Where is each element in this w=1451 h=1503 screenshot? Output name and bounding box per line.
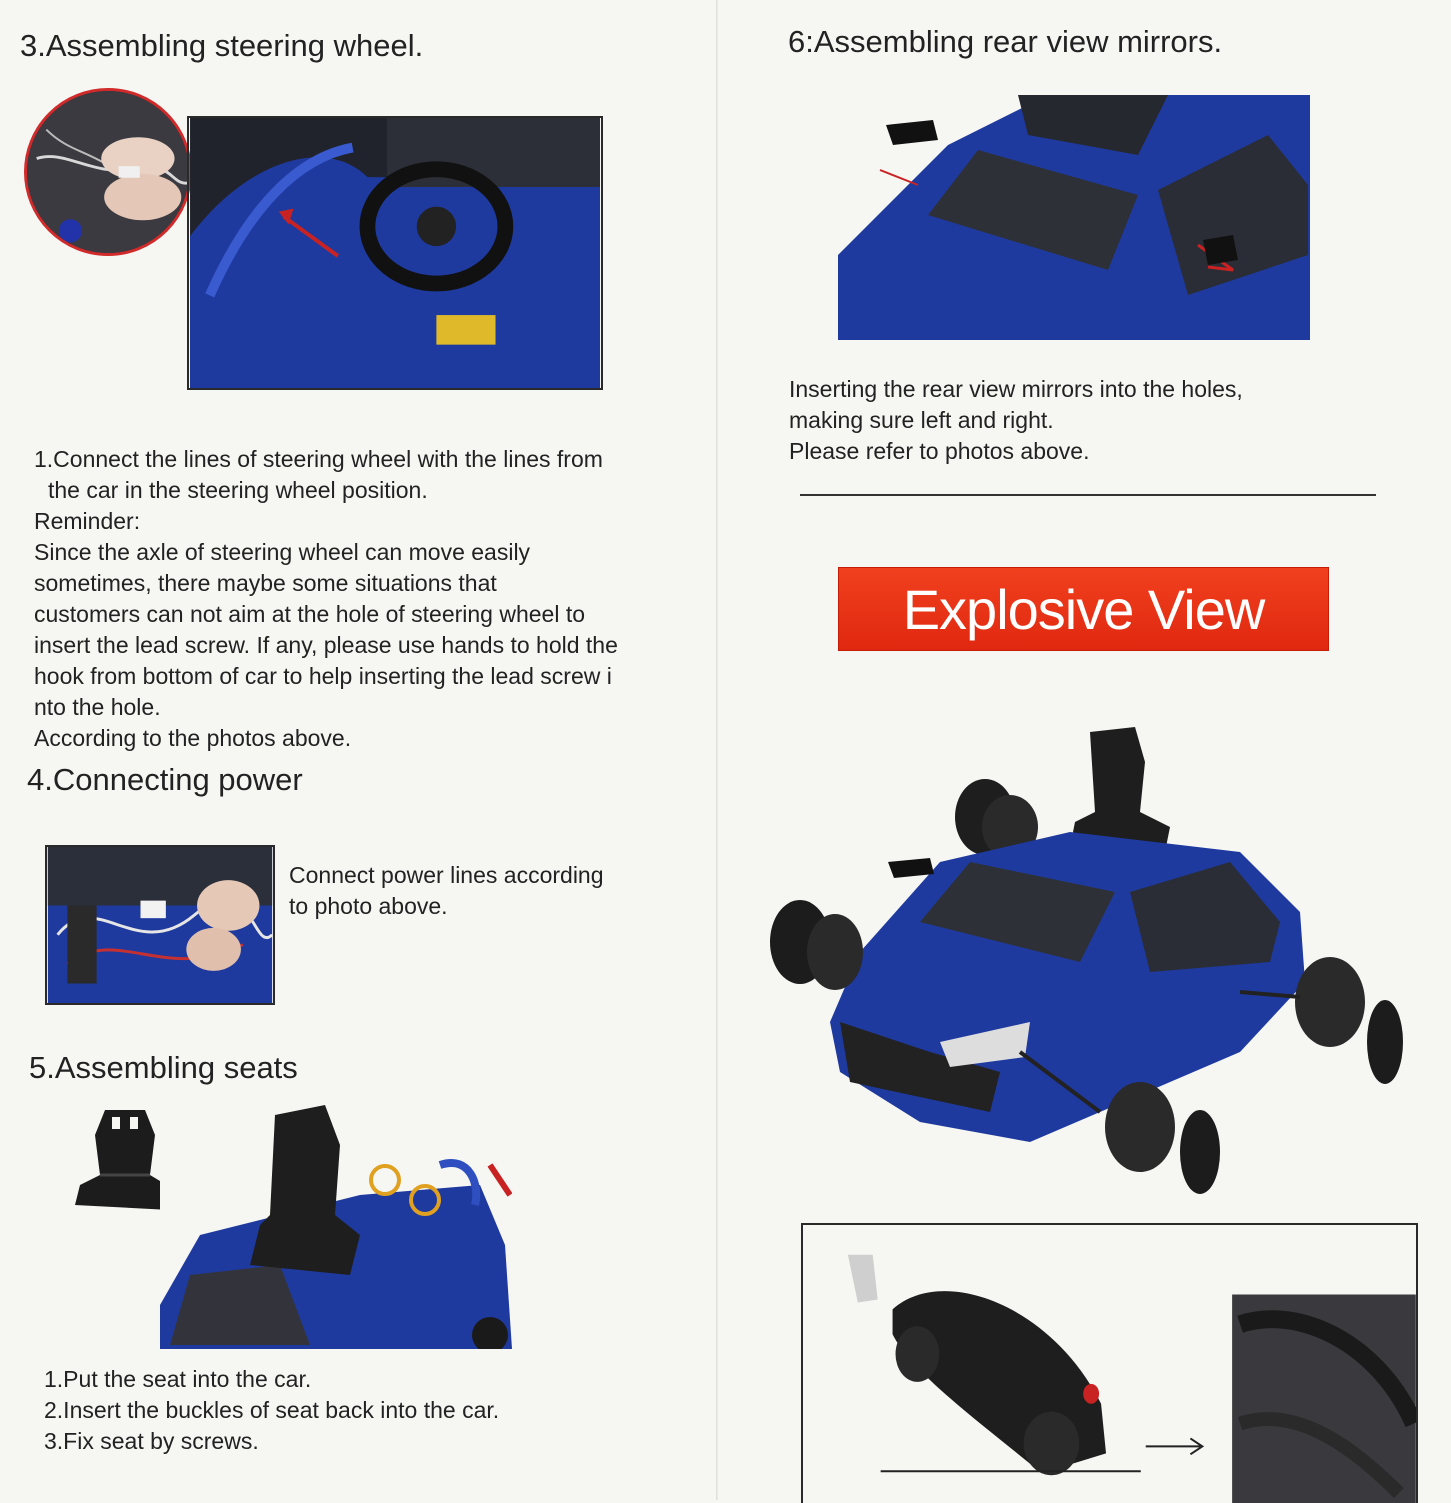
section-3-line: the car in the steering wheel position. — [34, 475, 618, 506]
section-3-line: insert the lead screw. If any, please use hands to hold the — [34, 630, 618, 661]
rear-view-mirror-photo — [838, 95, 1310, 340]
section-6-title: 6:Assembling rear view mirrors. — [788, 24, 1222, 60]
section-4-title: 4.Connecting power — [27, 762, 303, 798]
section-4-text — [289, 860, 604, 922]
explosive-view-banner: Explosive View — [838, 567, 1329, 651]
section-6-line: Inserting the rear view mirrors into the holes, — [789, 374, 1243, 405]
seat-in-car-photo — [160, 1105, 512, 1349]
section-6-line: Please refer to photos above. — [789, 436, 1243, 467]
section-3-line: 1.Connect the lines of steering wheel with the lines from — [34, 444, 618, 475]
section-3-line: nto the hole. — [34, 692, 618, 723]
section-5-text — [44, 1364, 499, 1457]
section-divider — [800, 494, 1376, 496]
section-6-line: making sure left and right. — [789, 405, 1243, 436]
section-3-line: Since the axle of steering wheel can move easily — [34, 537, 618, 568]
section-3-line: According to the photos above. — [34, 723, 618, 754]
section-6-text — [789, 374, 1243, 467]
exploded-car-illustration — [770, 722, 1410, 1212]
underside-photo-frame — [801, 1223, 1418, 1503]
section-3-title: 3.Assembling steering wheel. — [20, 28, 423, 64]
power-connection-photo — [45, 845, 275, 1005]
steering-wheel-photo — [187, 116, 603, 390]
section-5-line: 2.Insert the buckles of seat back into the car. — [44, 1395, 499, 1426]
section-3-line: Reminder: — [34, 506, 618, 537]
section-4-line: to photo above. — [289, 891, 604, 922]
section-3-line: sometimes, there maybe some situations that — [34, 568, 618, 599]
section-3-text — [34, 444, 618, 754]
section-3-line: hook from bottom of car to help inserting the lead screw i — [34, 661, 618, 692]
page-fold — [716, 0, 718, 1500]
section-3-line: customers can not aim at the hole of steering wheel to — [34, 599, 618, 630]
section-5-line: 1.Put the seat into the car. — [44, 1364, 499, 1395]
section-5-title: 5.Assembling seats — [29, 1050, 298, 1086]
section-5-line: 3.Fix seat by screws. — [44, 1426, 499, 1457]
wire-connection-closeup-photo — [24, 88, 192, 256]
section-4-line: Connect power lines according — [289, 860, 604, 891]
